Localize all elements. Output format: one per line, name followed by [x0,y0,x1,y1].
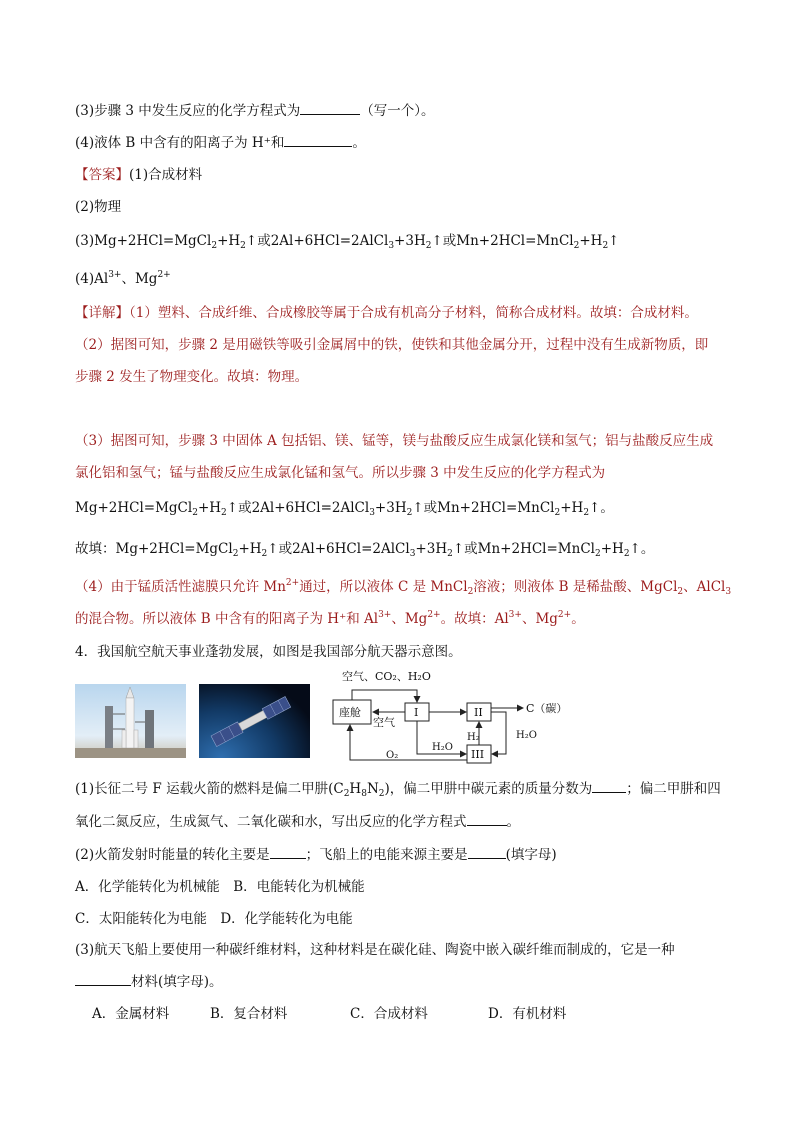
option-d: D．有机材料 [488,1006,567,1022]
detail-4-line-2: 的混合物。所以液体 B 中含有的阳离子为 H⁺和 $Al^{3+}$、$Mg^{2+}$。故填：$Al^{3+}$、$Mg^{2+}$。 [75,610,585,627]
answer-tag: 【答案】 [75,167,129,183]
h2-label: H₂ [467,732,480,743]
q4-part-2: (2)火箭发射时能量的转化主要是 ；飞船上的电能来源主要是 (填字母) [75,847,557,863]
h2o-label-a: H₂O [432,742,453,753]
detail-3-line-1: （3）据图可知，步骤 3 中固体 A 包括铝、镁、锰等，镁与盐酸反应生成氯化镁和氢气；铝与盐酸反应生成 [75,433,714,449]
question-4-title: 4．我国航空航天事业蓬勃发展，如图是我国部分航天器示意图。 [75,644,462,660]
diagram-input-label: 空气、CO₂、H₂O [342,670,431,683]
option-c: C．合成材料 [350,1006,428,1022]
q4-part-2-options-2: C．太阳能转化为电能 D．化学能转化为电能 [75,911,353,927]
detail-3-equation: $Mg+2HCl=MgCl_2+H_2↑$或$2Al+6HCl=2AlCl_3+3H_2↑$或$Mn+2HCl=MnCl_2+H_2↑$。 [75,500,614,518]
detail-2-line-2: 步骤 2 发生了物理变化。故填：物理。 [75,369,309,385]
answer-1: 【答案】(1)合成材料 [75,167,203,183]
q4-part-1-line-1: (1)长征二号 F 运载火箭的燃料是偏二甲肼$(C_2H_8N_2)$，偏二甲肼中碳元素的质量分数为 ；偏二甲肼和四 [75,781,721,799]
answer-4: $(4)Al^{3+}$、$Mg^{2+}$ [75,270,171,287]
q4-part-3-line-1: (3)航天飞船上要使用一种碳纤维材料，这种材料是在碳化硅、陶瓷中嵌入碳纤维而制成的，它是一种 [75,942,675,958]
detail-1: 【详解】（1）塑料、合成纤维、合成橡胶等属于合成有机高分子材料，简称合成材料。故填：合成材料。 [75,305,698,321]
answer-blank [592,780,626,793]
device-2-label: II [474,706,483,719]
rocket-photo [75,684,186,758]
rocket-illustration [75,684,186,758]
detail-4-line-1: （4）由于锰质活性滤膜只允许 $Mn^{2+}$通过，所以液体 C 是 MnCl$_2$溶液；则液体 B 是稀盐酸、MgCl$_2$、AlCl$_3$ [75,578,732,597]
h2o-label-b: H₂O [516,730,537,741]
o2-label: O₂ [386,750,399,761]
answer-blank [300,102,360,115]
question-3-part-4: (4)液体 B 中含有的阳离子为 H⁺和 。 [75,135,366,151]
q4-part-2-options-1: A．化学能转化为机械能 B．电能转化为机械能 [75,879,365,895]
cabin-label: 座舱 [339,706,361,719]
device-3-label: III [471,748,485,761]
option-b: B．复合材料 [210,1006,288,1022]
air-label: 空气 [373,716,395,729]
answer-2: (2)物理 [75,199,122,215]
q4-part-3-line-2: 材料(填字母)。 [75,973,223,991]
answer-blank [270,846,306,859]
answer-blank [467,813,507,826]
answer-3: $(3)Mg+2HCl=MgCl_2+H_2↑$或$2Al+6HCl=2AlCl_3+3H_2↑$或$Mn+2HCl=MnCl_2+H_2↑$ [75,233,620,251]
device-1-label: I [414,706,419,719]
q4-part-3-options [92,1005,566,1023]
spacecraft-photo [199,684,310,758]
question-3-part-3: (3)步骤 3 中发生反应的化学方程式为 （写一个）。 [75,103,435,119]
answer-blank [284,134,352,147]
carbon-label: C（碳） [526,702,568,715]
arrow-water-loop [491,712,506,754]
answer-blank [75,973,131,986]
spacecraft-illustration [199,684,310,758]
option-a: A．金属材料 [92,1006,170,1022]
q4-part-1-line-2: 氧化二氮反应，生成氮气、二氧化碳和水，写出反应的化学方程式 。 [75,814,520,830]
life-support-diagram [330,668,568,768]
detail-2-line-1: （2）据图可知，步骤 2 是用磁铁等吸引金属屑中的铁，使铁和其他金属分开，过程中没有生成新物质，即 [75,337,709,353]
detail-3-fill: 故填：$Mg+2HCl=MgCl_2+H_2↑$或$2Al+6HCl=2AlCl_3+3H_2↑$或$Mn+2HCl=MnCl_2+H_2↑$。 [75,541,655,559]
detail-tag: 【详解】 [75,305,129,321]
answer-blank [468,846,506,859]
detail-3-line-2: 氯化铝和氢气；锰与盐酸反应生成氯化锰和氢气。所以步骤 3 中发生反应的化学方程式为 [75,465,606,481]
